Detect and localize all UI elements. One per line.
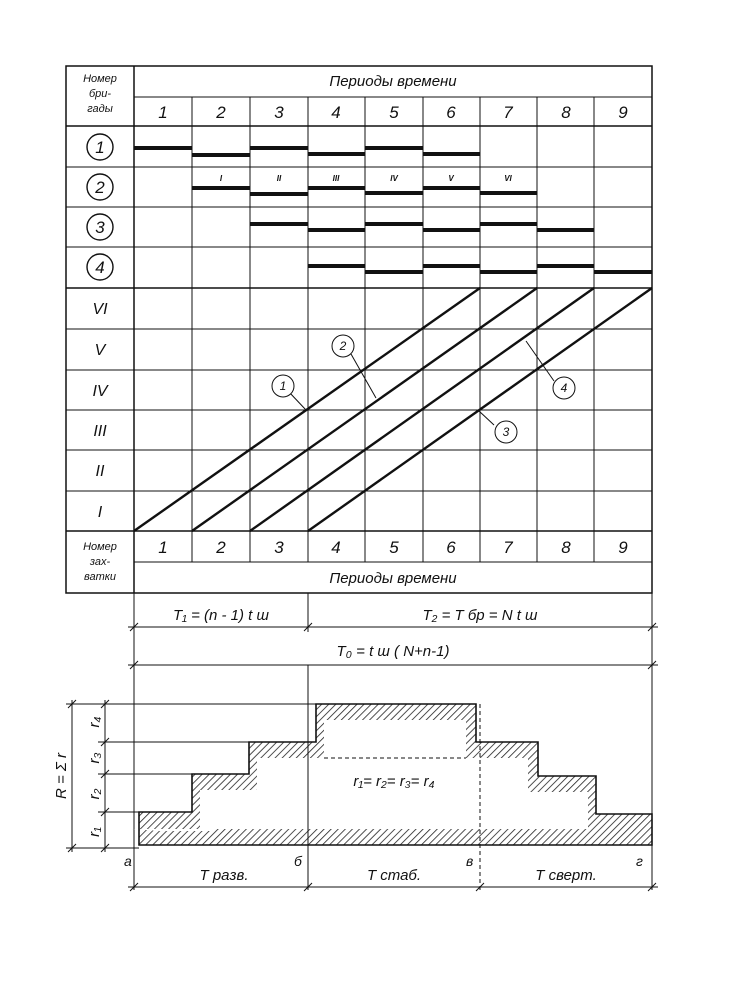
work-bar: [308, 152, 365, 156]
callout-number: 2: [339, 339, 347, 353]
period-number: 5: [389, 103, 399, 122]
brigade-number: 1: [95, 138, 105, 157]
work-bar: [250, 222, 308, 226]
r-total-label: R = Σ r: [53, 752, 70, 800]
formula-t0: T₀ = t ш ( N+n-1): [336, 643, 450, 660]
brigade-header-line-3: гады: [87, 103, 113, 115]
period-number: 8: [561, 538, 571, 557]
zone-header-line-1: Номер: [83, 541, 117, 553]
work-bar: [365, 146, 423, 150]
brigade-header-line-1: Номер: [83, 73, 117, 85]
work-bar: [192, 153, 250, 157]
period-number: 9: [618, 538, 628, 557]
work-bar: [537, 228, 594, 232]
phase-label: Т стаб.: [366, 867, 422, 884]
period-number: 4: [331, 103, 341, 122]
work-bar: [250, 146, 308, 150]
r-level-label: r₁: [86, 827, 103, 837]
work-bar: [423, 264, 480, 268]
work-bar: [423, 228, 480, 232]
callout-number: 3: [502, 425, 510, 439]
work-bar: [365, 191, 423, 195]
period-numbers-bottom: [158, 538, 628, 557]
point-label: б: [294, 853, 302, 869]
schedule-grid: [66, 66, 652, 593]
formula-t2: T₂ = T бр = N t ш: [422, 607, 538, 624]
period-number: 3: [274, 538, 284, 557]
segment-label: IV: [390, 174, 398, 183]
work-bar: [423, 152, 480, 156]
brigade-header-line-2: бри-: [88, 88, 112, 100]
period-number: 7: [503, 103, 513, 122]
period-number: 5: [389, 538, 399, 557]
work-bar: [308, 264, 365, 268]
period-numbers-top: [158, 103, 628, 122]
brigade-number: 2: [95, 178, 105, 197]
work-bar: [537, 264, 594, 268]
zone-label: VI: [92, 301, 108, 318]
zone-label: I: [97, 504, 103, 521]
period-number: 4: [331, 538, 341, 557]
period-number: 7: [503, 538, 513, 557]
zone-label: III: [93, 423, 107, 440]
r-level-label: r₄: [86, 716, 103, 728]
brigade-number: 3: [95, 218, 105, 237]
phase-label: Т сверт.: [535, 867, 597, 884]
work-bar: [365, 270, 423, 274]
periods-title-bottom: Периоды времени: [329, 570, 457, 587]
zone-header-line-2: зах-: [89, 556, 111, 568]
brigade-1-bars: [134, 146, 480, 157]
segment-label: I: [219, 174, 223, 183]
work-bar: [250, 192, 308, 196]
callout-number: 1: [279, 379, 287, 393]
period-number: 1: [158, 538, 168, 557]
brigade-3-bars: [250, 222, 594, 232]
work-bar: [480, 270, 537, 274]
period-number: 3: [274, 103, 284, 122]
period-number: 6: [446, 538, 456, 557]
callout-number: 4: [560, 381, 568, 395]
point-label: г: [636, 853, 643, 869]
brigade-number: 4: [95, 258, 105, 277]
periods-title-top: Периоды времени: [329, 73, 457, 90]
work-bar: [134, 146, 192, 150]
work-bar: [594, 270, 652, 274]
work-bar: [308, 228, 365, 232]
r-level-label: r₂: [86, 788, 103, 800]
segment-label: V: [448, 174, 454, 183]
segment-label: VI: [504, 174, 512, 183]
work-bar: [480, 222, 537, 226]
work-bar: [308, 186, 365, 190]
work-bar: [192, 186, 250, 190]
period-number: 1: [158, 103, 168, 122]
work-bar: [423, 186, 480, 190]
point-label: в: [466, 853, 474, 869]
point-label: а: [124, 853, 132, 869]
phase-label: Т рaзв.: [199, 867, 249, 884]
zone-label: II: [95, 463, 105, 480]
period-number: 8: [561, 103, 571, 122]
segment-label: III: [332, 174, 340, 183]
period-number: 9: [618, 103, 628, 122]
period-number: 2: [216, 103, 226, 122]
segment-label: II: [276, 174, 282, 183]
formula-t1: T₁ = (n - 1) t ш: [173, 607, 269, 624]
r-level-label: r₃: [86, 752, 103, 764]
zone-labels: [92, 301, 108, 521]
period-number: 6: [446, 103, 456, 122]
zone-header-line-3: ватки: [83, 571, 117, 583]
period-number: 2: [216, 538, 226, 557]
work-bar: [365, 222, 423, 226]
resource-equality: r₁= r₂= r₃= r₄: [353, 773, 435, 790]
brigade-2-segment-labels: [220, 174, 513, 183]
work-bar: [480, 191, 537, 195]
zone-label: V: [94, 342, 106, 359]
zone-label: IV: [92, 383, 108, 400]
